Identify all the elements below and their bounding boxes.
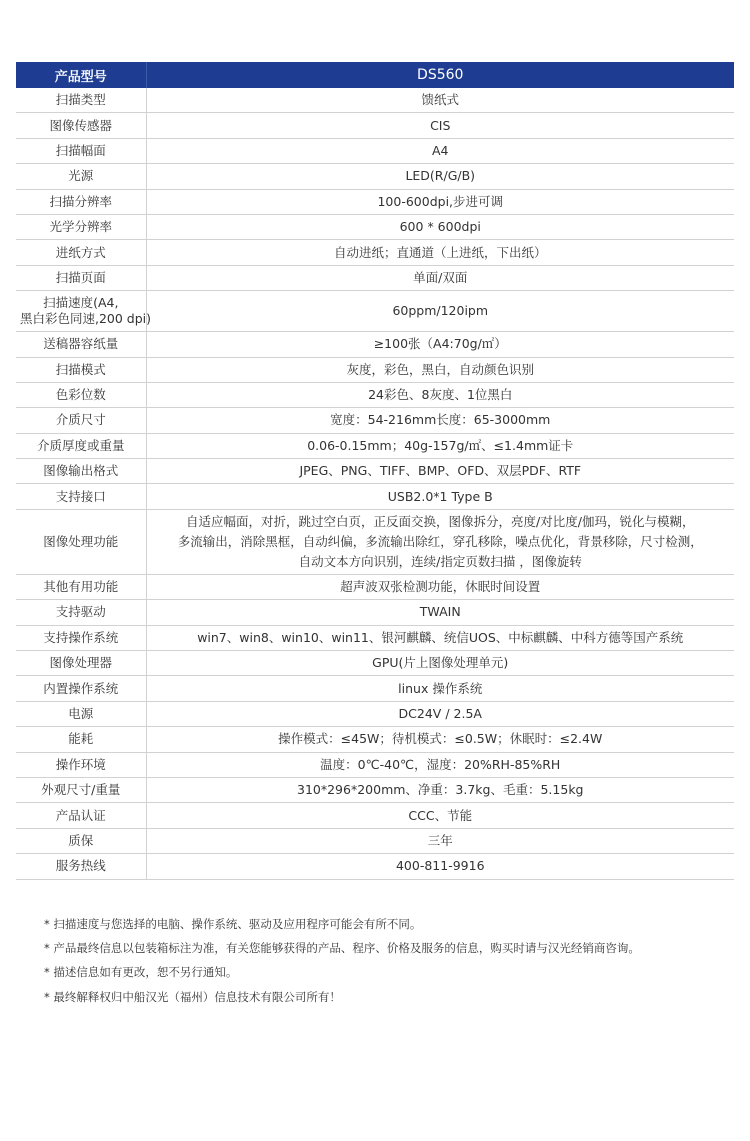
row-value: DC24V / 2.5A: [146, 701, 734, 726]
row-label: 图像处理器: [16, 651, 146, 676]
row-value: LED(R/G/B): [146, 164, 734, 189]
row-value: 温度：0℃-40℃，湿度：20%RH-85%RH: [146, 752, 734, 777]
row-value: 宽度：54-216mm长度：65-3000mm: [146, 408, 734, 433]
footnotes: [44, 912, 734, 1009]
row-value: 310*296*200mm、净重：3.7kg、毛重：5.15kg: [146, 777, 734, 802]
row-value: CIS: [146, 113, 734, 138]
row-label: 光源: [16, 164, 146, 189]
row-value: CCC、节能: [146, 803, 734, 828]
table-row: [16, 777, 734, 802]
table-row: [16, 291, 734, 332]
row-value: 灰度，彩色，黑白，自动颜色识别: [146, 357, 734, 382]
row-label: 电源: [16, 701, 146, 726]
header-label: 产品型号: [16, 62, 146, 88]
table-row: [16, 382, 734, 407]
table-row: [16, 240, 734, 265]
row-label: [16, 291, 152, 332]
row-label: 介质尺寸: [16, 408, 146, 433]
table-row: [16, 408, 734, 433]
row-value: 600 * 600dpi: [146, 214, 734, 239]
row-label: 支持接口: [16, 484, 146, 509]
row-label: 扫描页面: [16, 265, 146, 290]
table-header-row: [16, 62, 734, 88]
row-label: 其他有用功能: [16, 574, 146, 599]
table-row: [16, 189, 734, 214]
row-label: 图像处理功能: [16, 509, 146, 574]
table-row: [16, 138, 734, 163]
table-row: [16, 357, 734, 382]
row-value: [146, 509, 734, 574]
row-value: A4: [146, 138, 734, 163]
row-value: 60ppm/120ipm: [146, 291, 734, 332]
row-value: USB2.0*1 Type B: [146, 484, 734, 509]
row-value: 单面/双面: [146, 265, 734, 290]
row-label: 送稿器容纸量: [16, 332, 146, 357]
row-label: 图像输出格式: [16, 459, 146, 484]
row-value: 馈纸式: [146, 88, 734, 113]
row-label: 扫描模式: [16, 357, 146, 382]
row-value: 超声波双张检测功能，休眠时间设置: [146, 574, 734, 599]
row-label-line: 黑白彩色同速,200 dpi): [20, 311, 152, 327]
row-value-line: 多流输出，消除黑框，自动纠偏，多流输出除红，穿孔移除，噪点优化，背景移除，尺寸检测，: [177, 533, 703, 549]
footnote: * 最终解释权归中船汉光（福州）信息技术有限公司所有！: [44, 989, 341, 1004]
table-row: [16, 484, 734, 509]
row-value: 0.06-0.15mm；40g-157g/㎡、≤1.4mm证卡: [146, 433, 734, 458]
row-label: 扫描幅面: [16, 138, 146, 163]
row-value: linux 操作系统: [146, 676, 734, 701]
table-row: [16, 600, 734, 625]
table-row: [16, 509, 734, 574]
row-label: 光学分辨率: [16, 214, 146, 239]
table-row: [16, 332, 734, 357]
row-label: 产品认证: [16, 803, 146, 828]
header-model: DS560: [146, 62, 734, 88]
row-value: 操作模式：≤45W；待机模式：≤0.5W；休眠时：≤2.4W: [146, 727, 734, 752]
row-label: 扫描分辨率: [16, 189, 146, 214]
service-hotline: 400-811-9916: [146, 854, 734, 879]
row-label: 扫描类型: [16, 88, 146, 113]
row-label: 图像传感器: [16, 113, 146, 138]
table-row: [16, 752, 734, 777]
row-label: 操作环境: [16, 752, 146, 777]
table-row: [16, 676, 734, 701]
footnote: * 描述信息如有更改，恕不另行通知。: [44, 965, 238, 980]
table-row: [16, 803, 734, 828]
table-row: [16, 433, 734, 458]
table-row: [16, 164, 734, 189]
table-row: [16, 625, 734, 650]
row-value: 100-600dpi,步进可调: [146, 189, 734, 214]
row-label-line: 扫描速度(A4,: [43, 295, 119, 311]
table-row: [16, 459, 734, 484]
row-label: 质保: [16, 828, 146, 853]
footnote: * 扫描速度与您选择的电脑、操作系统、驱动及应用程序可能会有所不同。: [44, 917, 422, 931]
table-row: [16, 701, 734, 726]
row-value: 三年: [146, 828, 734, 853]
row-label: 服务热线: [16, 854, 146, 879]
row-label: 支持驱动: [16, 600, 146, 625]
table-row: [16, 265, 734, 290]
row-value: 自动进纸；直通道（上进纸，下出纸）: [146, 240, 734, 265]
row-value: TWAIN: [146, 600, 734, 625]
row-value-line: 自动文本方向识别，连续/指定页数扫描 ，图像旋转: [298, 553, 582, 569]
table-row: [16, 828, 734, 853]
row-label: 能耗: [16, 727, 146, 752]
row-value: win7、win8、win10、win11、银河麒麟、统信UOS、中标麒麟、中科方德等国产系统: [146, 625, 734, 650]
table-row: [16, 651, 734, 676]
spec-table: [16, 62, 734, 880]
table-row: [16, 88, 734, 113]
row-value: 24彩色、8灰度、1位黑白: [146, 382, 734, 407]
row-label: 内置操作系统: [16, 676, 146, 701]
row-label: 进纸方式: [16, 240, 146, 265]
table-row: [16, 113, 734, 138]
table-row: [16, 214, 734, 239]
footnote: * 产品最终信息以包装箱标注为准，有关您能够获得的产品、程序、价格及服务的信息，购买时请与汉光经销商咨询。: [44, 941, 640, 956]
row-value: ≥100张（A4:70g/㎡）: [146, 332, 734, 357]
row-label: 色彩位数: [16, 382, 146, 407]
table-row: [16, 574, 734, 599]
table-row: [16, 727, 734, 752]
row-label: 介质厚度或重量: [16, 433, 146, 458]
row-label: 外观尺寸/重量: [16, 777, 146, 802]
table-row: [16, 854, 734, 879]
row-value-line: 自适应幅面，对折，跳过空白页，正反面交换，图像拆分，亮度/对比度/伽玛，锐化与模糊，: [186, 513, 695, 529]
row-label: 支持操作系统: [16, 625, 146, 650]
row-value: GPU(片上图像处理单元): [146, 651, 734, 676]
row-value: JPEG、PNG、TIFF、BMP、OFD、双层PDF、RTF: [146, 459, 734, 484]
